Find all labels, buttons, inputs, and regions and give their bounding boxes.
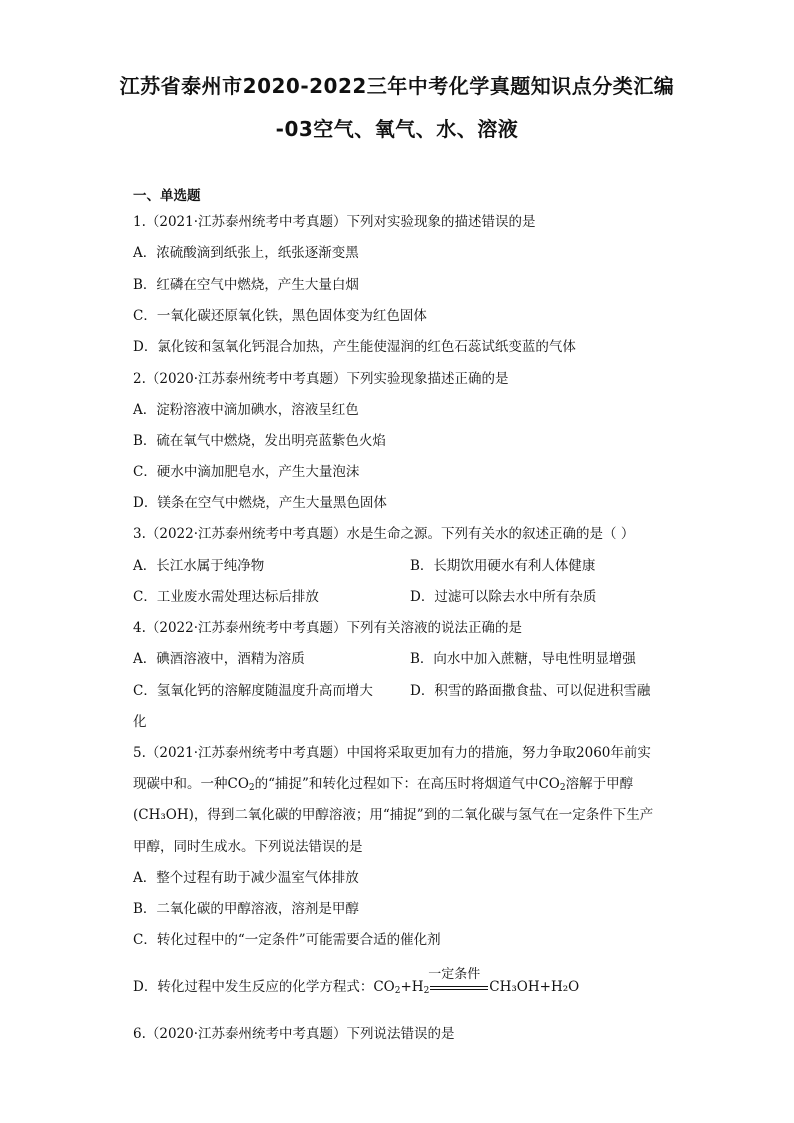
question-5-stem-line4: 甲醇，同时生成水。下列说法错误的是 — [133, 839, 363, 855]
document-title-line1: 江苏省泰州市2020-2022三年中考化学真题知识点分类汇编 — [119, 74, 675, 98]
equation-prefix: D．转化过程中发生反应的化学方程式：CO — [133, 979, 395, 995]
subscript-2: 2 — [248, 783, 255, 793]
reaction-condition: 一定条件 — [428, 966, 481, 982]
question-4-option-a: A．碘酒溶液中，酒精为溶质 — [133, 651, 305, 667]
question-2-stem: 2.（2020·江苏泰州统考中考真题）下列实验现象描述正确的是 — [133, 371, 509, 387]
question-2-option-d: D．镁条在空气中燃烧，产生大量黑色固体 — [133, 495, 387, 511]
subscript-2: 2 — [559, 783, 566, 793]
question-5-stem-line3: (CH₃OH)，得到二氧化碳的甲醇溶液；用“捕捉”到的二氧化碳与氢气在一定条件下生产 — [133, 807, 654, 823]
question-3-option-b: B．长期饮用硬水有利人体健康 — [410, 558, 596, 574]
question-5-line2-part3: 溶解于甲醇 — [565, 776, 634, 792]
question-5-line2-part1: 现碳中和。一种CO — [133, 776, 249, 792]
question-3-option-c: C．工业废水需处理达标后排放 — [133, 589, 319, 605]
question-3-option-d: D．过滤可以除去水中所有杂质 — [410, 589, 597, 605]
question-5-option-a: A．整个过程有助于减少温室气体排放 — [133, 870, 359, 886]
section-heading: 一、单选题 — [133, 188, 201, 204]
question-1-option-a: A．浓硫酸滴到纸张上，纸张逐渐变黑 — [133, 245, 359, 261]
question-5-option-c: C．转化过程中的“一定条件”可能需要合适的催化剂 — [133, 932, 441, 948]
question-2-option-c: C．硬水中滴加肥皂水，产生大量泡沫 — [133, 464, 360, 480]
question-4-stem: 4.（2022·江苏泰州统考中考真题）下列有关溶液的说法正确的是 — [133, 620, 523, 636]
question-1-option-b: B．红磷在空气中燃烧，产生大量白烟 — [133, 277, 359, 293]
question-4-option-b: B．向水中加入蔗糖，导电性明显增强 — [410, 651, 636, 667]
equation-h2: +H — [400, 979, 424, 995]
subscript-2: 2 — [394, 986, 401, 996]
question-1-option-d: D．氯化铵和氢氧化钙混合加热，产生能使湿润的红色石蕊试纸变蓝的气体 — [133, 339, 576, 355]
equation-products: CH₃OH+H₂O — [489, 979, 580, 995]
question-5-option-b: B．二氧化碳的甲醇溶液，溶剂是甲醇 — [133, 901, 359, 917]
document-title-line2: -03空气、氧气、水、溶液 — [275, 117, 519, 141]
subscript-2: 2 — [423, 986, 430, 996]
reaction-equals-sign — [428, 966, 488, 995]
question-5-stem-line1: 5.（2021·江苏泰州统考中考真题）中国将采取更加有力的措施，努力争取2060年前实 — [133, 745, 651, 761]
question-4-option-d: D．积雪的路面撒食盐、可以促进积雪融 — [410, 683, 651, 699]
question-6-stem: 6.（2020·江苏泰州统考中考真题）下列说法错误的是 — [133, 1026, 455, 1042]
question-4-option-c: C．氢氧化钙的溶解度随温度升高而增大 — [133, 683, 373, 699]
question-5-stem-line2 — [133, 775, 633, 797]
question-1-option-c: C．一氧化碳还原氧化铁，黑色固体变为红色固体 — [133, 308, 427, 324]
question-3-option-a: A．长江水属于纯净物 — [133, 558, 265, 574]
question-2-option-a: A．淀粉溶液中滴加碘水，溶液呈红色 — [133, 402, 359, 418]
question-5-line2-part2: 的“捕捉”和转化过程如下：在高压时将烟道气中CO — [254, 776, 560, 792]
question-2-option-b: B．硫在氧气中燃烧，发出明亮蓝紫色火焰 — [133, 433, 386, 449]
question-3-stem: 3.（2022·江苏泰州统考中考真题）水是生命之源。下列有关水的叙述正确的是（ ） — [133, 526, 635, 542]
question-4-option-d-continued: 化 — [133, 714, 147, 730]
question-1-stem: 1.（2021·江苏泰州统考中考真题）下列对实验现象的描述错误的是 — [133, 214, 536, 230]
question-5-option-d-equation — [133, 966, 580, 996]
